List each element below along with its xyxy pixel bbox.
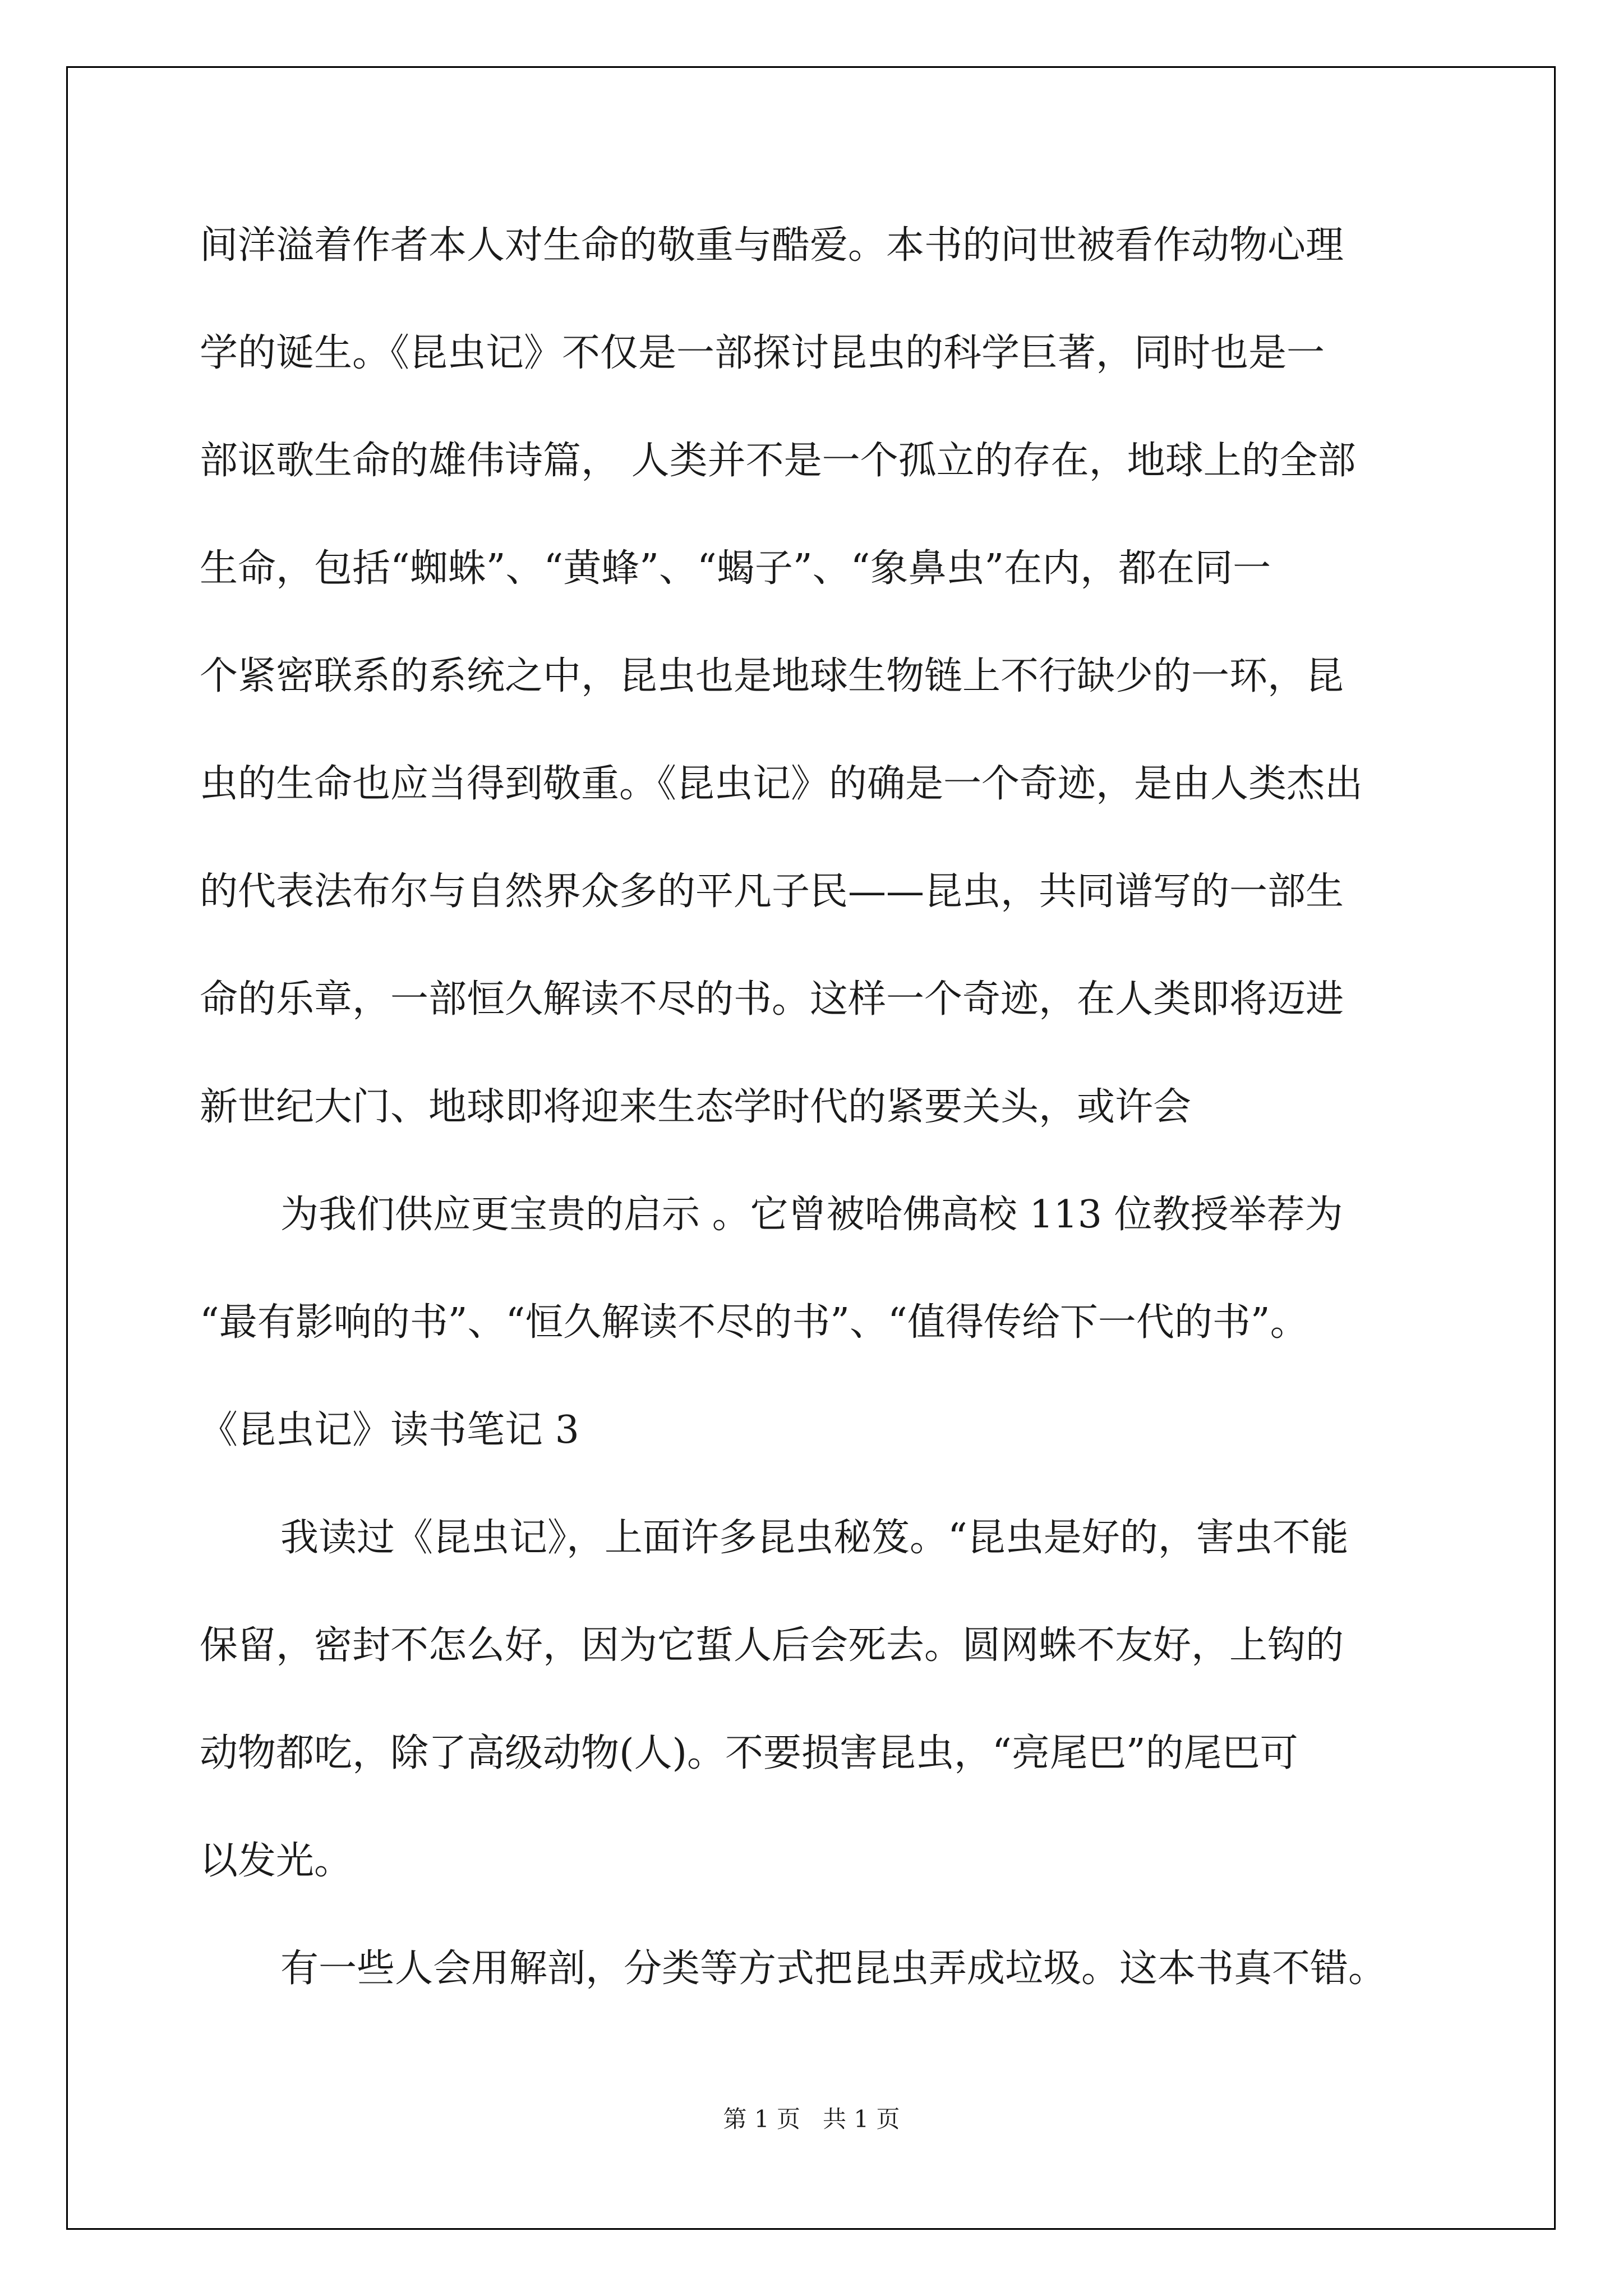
text-line-10: 为我们供应更宝贵的启示 。它曾被哈佛高校 113 位教授举荐为 xyxy=(280,1193,1343,1237)
text-line-15: 动物都吃，除了高级动物(人)。不要损害昆虫，“亮尾巴”的尾巴可 xyxy=(200,1731,1298,1775)
text-line-17: 有一些人会用解剖，分类等方式把昆虫弄成垃圾。这本书真不错。 xyxy=(280,1947,1387,1991)
text-line-5: 个紧密联系的系统之中，昆虫也是地球生物链上不行缺少的一环，昆 xyxy=(200,654,1344,698)
section-heading: 《昆虫记》读书笔记 3 xyxy=(200,1408,579,1452)
text-line-3: 部讴歌生命的雄伟诗篇， 人类并不是一个孤立的存在，地球上的全部 xyxy=(200,439,1356,483)
text-line-14: 保留，密封不怎么好，因为它蜇人后会死去。圆网蛛不友好，上钩的 xyxy=(200,1623,1344,1668)
text-line-9: 新世纪大门、地球即将迎来生态学时代的紧要关头，或许会 xyxy=(200,1085,1192,1129)
text-line-16: 以发光。 xyxy=(200,1839,353,1883)
page-footer: 第 1 页 共 1 页 xyxy=(723,2105,900,2133)
text-line-6: 虫的生命也应当得到敬重。《昆虫记》的确是一个奇迹，是由人类杰出 xyxy=(200,762,1363,806)
page-border xyxy=(66,66,1556,2230)
text-line-4: 生命，包括“蜘蛛”、“黄蜂”、“蝎子”、“象鼻虫”在内，都在同一 xyxy=(200,546,1271,591)
text-line-13: 我读过《昆虫记》，上面许多昆虫秘笈。“昆虫是好的，害虫不能 xyxy=(280,1516,1349,1560)
text-line-2: 学的诞生。《昆虫记》不仅是一部探讨昆虫的科学巨著，同时也是一 xyxy=(200,331,1325,375)
text-line-8: 命的乐章，一部恒久解读不尽的书。这样一个奇迹，在人类即将迈进 xyxy=(200,977,1344,1022)
text-line-1: 间洋溢着作者本人对生命的敬重与酷爱。本书的问世被看作动物心理 xyxy=(200,223,1344,268)
text-line-7: 的代表法布尔与自然界众多的平凡子民——昆虫，共同谱写的一部生 xyxy=(200,869,1344,914)
text-line-11: “最有影响的书”、“恒久解读不尽的书”、“值得传给下一代的书”。 xyxy=(200,1300,1308,1345)
